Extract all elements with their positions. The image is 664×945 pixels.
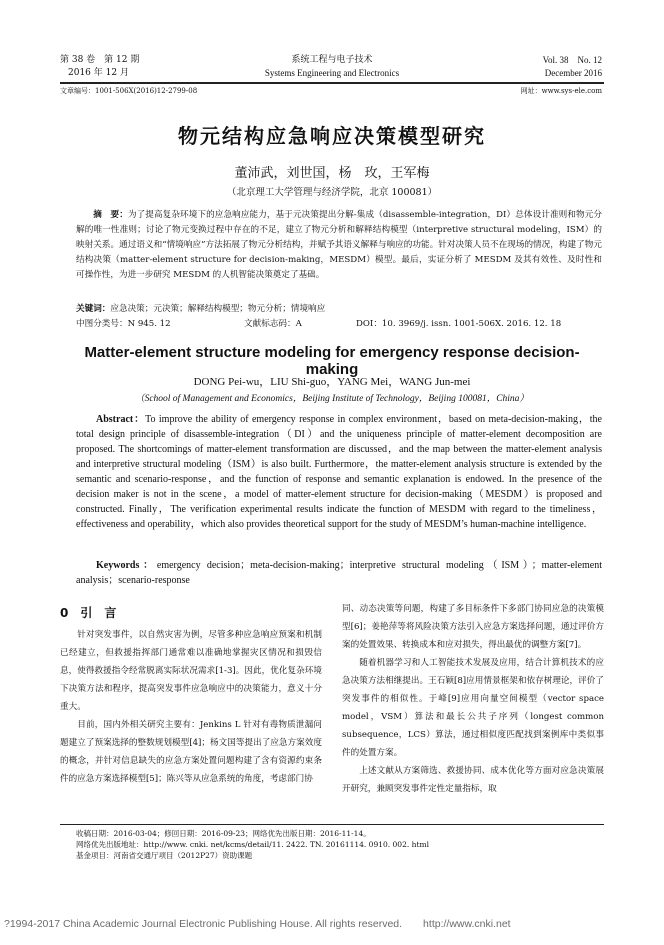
abstract-cn-text: 为了提高复杂环境下的应急响应能力，基于元决策提出分解-集成（disassemble-integration，DI）总体设计准则和物元分解的唯一性准则；讨论了物元变换过程中存在的不足，建立了物元分析和解释结构模型（interpretive structural modeling，ISM）的映射关系。通过语义和“情境响应”方法拓展了物元分析结构，并赋予其语义解释与响应的功能。针对决策人员不在现场的情况，构建了物元结构决策（matter-element structure for decision-making，MESDM）模型。最后，实证分析了 MESDM 及其有效性、及时性和可操作性，为进一步研究 MESDM 的人机智能决策奠定了基础。	[76, 210, 602, 280]
left-column	[60, 626, 322, 788]
footnote-rule	[60, 824, 604, 825]
doi: DOI：10. 3969/j. issn. 1001-506X. 2016. 12. 18	[356, 319, 562, 329]
footnote-funding: 基金项目：河南省交通厅项目（2012P27）资助课题	[76, 851, 253, 860]
keywords-en-text: emergency decision；meta-decision-making；interpretive structural modeling（ISM）；matter-element analysis；scenario-response	[76, 560, 602, 586]
header-journal-en: Systems Engineering and Electronics	[264, 68, 400, 78]
header-volume-issue: 第 38 卷 第 12 期	[60, 55, 140, 65]
body-paragraph: 随着机器学习和人工智能技术发展及应用，结合计算机技术的应急决策方法相继提出。王石颖[8]应用情景框架和依存树理论，评价了突发事件的相似性。于峰[9]应用向量空间模型（vector space model，VSM）算法和最长公共子序列（longest common subsequence，LCS）算法，通过相似度匹配找到案例库中类似事件的处置方案。	[342, 658, 604, 758]
authors-cn: 董沛武，刘世国，杨 玫，王军梅	[234, 166, 430, 181]
affiliation-cn: （北京理工大学管理与经济学院，北京 100081）	[226, 187, 438, 198]
footnotes	[76, 828, 604, 861]
abstract-en	[76, 412, 602, 532]
section-heading-intro: 0 引 言	[60, 606, 117, 620]
abstract-en-label: Abstract：	[96, 414, 146, 425]
affiliation-en: （School of Management and Economics，Beijing Institute of Technology，Beijing 100081，China）	[135, 394, 529, 404]
header-date: 2016 年 12 月	[68, 68, 129, 78]
right-column	[342, 600, 604, 798]
body-paragraph: 针对突发事件，以自然灾害为例，尽管多种应急响应预案和机制已经建立，但救援指挥部门通常难以准确地掌握灾区情况和损毁信息，使得救援指令经常脱离实际状况需求[1-3]。因此，优化复杂环境下决策方法和程序，提高突发事件应急响应中的决策能力，意义十分重大。	[60, 630, 322, 712]
clc-number: 中图分类号：N 945. 12	[76, 319, 171, 329]
header-rule	[60, 82, 604, 84]
abstract-cn-label: 摘 要：	[93, 210, 128, 220]
header-journal-cn: 系统工程与电子技术	[291, 55, 373, 65]
footnote-dates: 收稿日期：2016-03-04；修回日期：2016-09-23；网络优先出版日期：2016-11-14。	[76, 829, 371, 838]
website: 网址：www.sys-ele.com	[520, 87, 602, 95]
header-month: December 2016	[544, 68, 602, 78]
title-cn: 物元结构应急响应决策模型研究	[178, 124, 486, 148]
keywords-cn	[76, 302, 602, 317]
keywords-en	[76, 558, 602, 588]
keywords-cn-text: 应急决策；元决策；解释结构模型；物元分析；情境响应	[110, 304, 326, 314]
body-paragraph: 同、动态决策等问题，构建了多目标条件下多部门协同应急的决策模型[6]；姜艳萍等将风险决策方法引入应急方案选择问题，通过评价方案的处置效果、转换成本和应对损失，得出最优的调整方案[7]。	[342, 604, 604, 650]
keywords-en-label: Keywords：	[96, 560, 157, 571]
article-number: 文章编号：1001-506X(2016)12-2799-08	[60, 87, 198, 95]
copyright-notice: ?1994-2017 China Academic Journal Electronic Publishing House. All rights reserved. http://www.cnki.net	[4, 918, 511, 930]
body-paragraph: 上述文献从方案筛选、救援协同、成本优化等方面对应急决策展开研究，兼顾突发事件定性定量指标，取	[342, 766, 604, 794]
header-vol-no: Vol. 38 No. 12	[542, 55, 602, 65]
authors-en: DONG Pei-wu，LIU Shi-guo，YANG Mei，WANG Jun-mei	[193, 376, 471, 388]
keywords-cn-label: 关键词：	[76, 304, 111, 314]
body-paragraph: 目前，国内外相关研究主要有：Jenkins L 针对有毒物质泄漏问题建立了预案选择的整数规划模型[4]；杨文国等提出了应急方案效度的概念，并针对信息缺失的应急方案处置问题构建了含有资源约束条件的应急方案选择模型[5]；陈兴等从应急系统的角度，考虑部门协	[60, 720, 322, 784]
title-en: Matter-element structure modeling for emergency response decision-making	[84, 344, 580, 378]
abstract-en-text: To improve the ability of emergency response in complex environment，based on meta-decision-making，the total design principle of disassemble-integration（DI）and the uniqueness principle of matter-element decomposition are proposed. The shortcomings of matter-element transformation are discussed，and the map between the matter-element analysis and interpretive structural modeling（ISM）is also built. Furthermore，the matter-element analysis structure is extended by the semantic and scenario-response，and the function of response and semantic explanation is endowed. In the presence of the decision maker is not in the scene，a model of matter-element structure for decision-making（MESDM）is proposed and constructed. Finally，The verification experimental results indicate the function of MESDM with regard to the timeliness，effectiveness and operability，which also provides theoretical support for the study of MESDM’s human-machine intelligence.	[76, 414, 602, 530]
doc-code: 文献标志码：A	[244, 319, 302, 329]
footnote-online-url: 网络优先出版地址：http://www. cnki. net/kcms/detail/11. 2422. TN. 20161114. 0910. 002. html	[76, 840, 429, 849]
abstract-cn	[76, 208, 602, 283]
